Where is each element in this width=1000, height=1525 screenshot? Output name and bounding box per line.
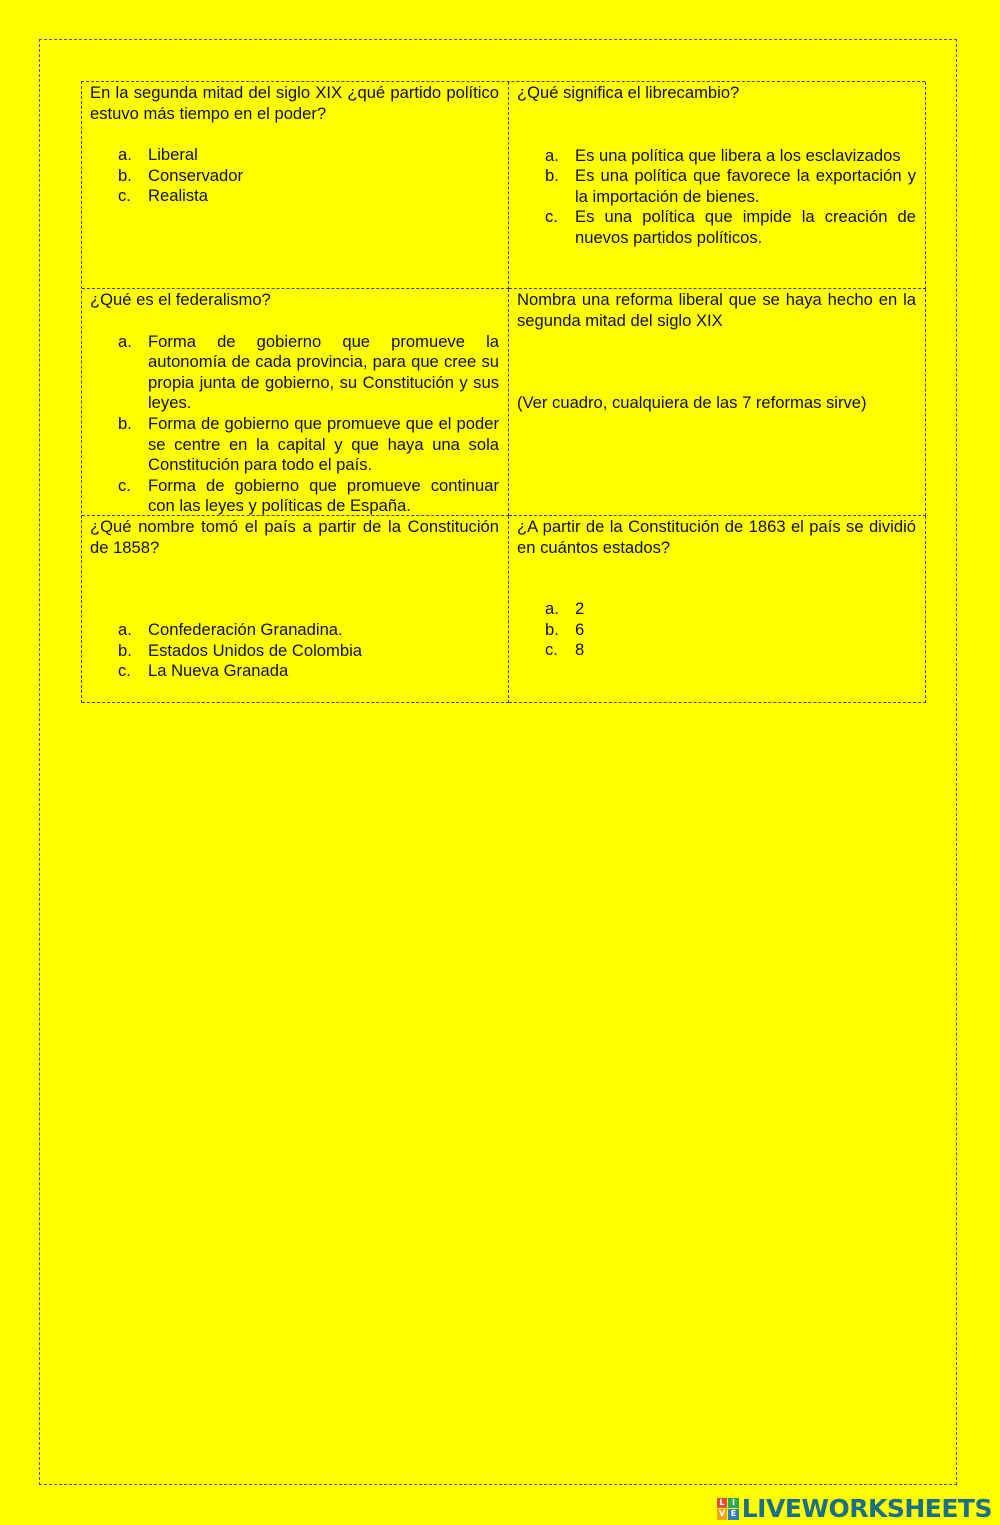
option-letter: a. bbox=[118, 331, 132, 351]
option-text: 8 bbox=[575, 640, 585, 660]
question-text: ¿Qué significa el librecambio? bbox=[517, 83, 740, 102]
option-text: Es una política que favorece la exportación y la importación de bienes. bbox=[575, 166, 916, 206]
option-text: Conservador bbox=[148, 165, 244, 185]
question-text: En la segunda mitad del siglo XIX ¿qué partido político estuvo más tiempo en el poder? bbox=[90, 83, 499, 123]
question-cell-4 bbox=[509, 289, 926, 516]
option-a bbox=[90, 620, 499, 641]
option-text: 6 bbox=[575, 619, 585, 639]
questions-table bbox=[81, 81, 925, 703]
mark-letter-i: I bbox=[728, 1498, 739, 1509]
options-list bbox=[90, 145, 499, 207]
mark-letter-e: E bbox=[728, 1509, 739, 1520]
question-text: ¿Qué nombre tomó el país a partir de la Constitución de 1858? bbox=[90, 517, 499, 557]
question-cell-2 bbox=[509, 82, 926, 289]
option-c bbox=[90, 476, 499, 516]
option-b bbox=[517, 620, 916, 641]
question-cell-6 bbox=[509, 516, 926, 703]
option-a bbox=[90, 145, 499, 166]
option-b bbox=[90, 641, 499, 662]
options-list bbox=[90, 332, 499, 516]
option-c bbox=[517, 640, 916, 661]
question-cell-5 bbox=[82, 516, 509, 703]
options-list bbox=[517, 146, 916, 249]
options-list bbox=[517, 599, 916, 661]
option-c bbox=[90, 186, 499, 207]
liveworksheets-logo bbox=[717, 1496, 992, 1521]
answer-note: (Ver cuadro, cualquiera de las 7 reformas sirve) bbox=[517, 393, 867, 413]
option-letter: b. bbox=[545, 166, 559, 186]
option-b bbox=[517, 166, 916, 207]
option-text: Es una política que libera a los esclavizados bbox=[575, 145, 901, 165]
liveworksheets-mark-icon bbox=[717, 1498, 739, 1520]
option-text: Liberal bbox=[148, 145, 198, 165]
option-letter: b. bbox=[545, 619, 559, 639]
option-text: Confederación Granadina. bbox=[148, 620, 343, 640]
question-text: ¿A partir de la Constitución de 1863 el país se dividió en cuántos estados? bbox=[517, 517, 916, 557]
option-a bbox=[517, 146, 916, 167]
option-b bbox=[90, 414, 499, 476]
option-text: Realista bbox=[148, 186, 208, 206]
option-c bbox=[517, 207, 916, 248]
option-letter: a. bbox=[118, 145, 132, 165]
option-text: La Nueva Granada bbox=[148, 661, 289, 681]
option-text: Estados Unidos de Colombia bbox=[148, 640, 362, 660]
options-list bbox=[90, 620, 499, 682]
question-cell-1 bbox=[82, 82, 509, 289]
option-text: Forma de gobierno que promueve que el poder se centre en la capital y que haya una sola Constitución para todo el país. bbox=[148, 413, 499, 475]
option-letter: a. bbox=[545, 145, 559, 165]
option-text: Forma de gobierno que promueve continuar con las leyes y políticas de España. bbox=[148, 475, 499, 516]
question-text: ¿Qué es el federalismo? bbox=[90, 290, 271, 309]
option-a bbox=[90, 332, 499, 414]
option-letter: b. bbox=[118, 413, 132, 433]
option-c bbox=[90, 661, 499, 682]
option-letter: c. bbox=[118, 475, 131, 495]
mark-letter-v: V bbox=[717, 1509, 728, 1520]
question-cell-3 bbox=[82, 289, 509, 516]
option-letter: c. bbox=[545, 207, 558, 227]
option-text: Es una política que impide la creación de nuevos partidos políticos. bbox=[575, 207, 916, 247]
option-letter: a. bbox=[118, 620, 132, 640]
option-letter: a. bbox=[545, 599, 559, 619]
option-letter: c. bbox=[118, 186, 131, 206]
liveworksheets-wordmark: LIVEWORKSHEETS bbox=[741, 1494, 992, 1523]
option-letter: b. bbox=[118, 640, 132, 660]
option-letter: c. bbox=[118, 661, 131, 681]
option-text: Forma de gobierno que promueve la autonomía de cada provincia, para que cree su propia junta de gobierno, su Constitución y sus leyes. bbox=[148, 331, 499, 413]
option-b bbox=[90, 166, 499, 187]
option-letter: b. bbox=[118, 165, 132, 185]
option-letter: c. bbox=[545, 640, 558, 660]
mark-letter-l: L bbox=[717, 1498, 728, 1509]
option-a bbox=[517, 599, 916, 620]
option-text: 2 bbox=[575, 599, 585, 619]
question-text: Nombra una reforma liberal que se haya hecho en la segunda mitad del siglo XIX bbox=[517, 290, 916, 330]
